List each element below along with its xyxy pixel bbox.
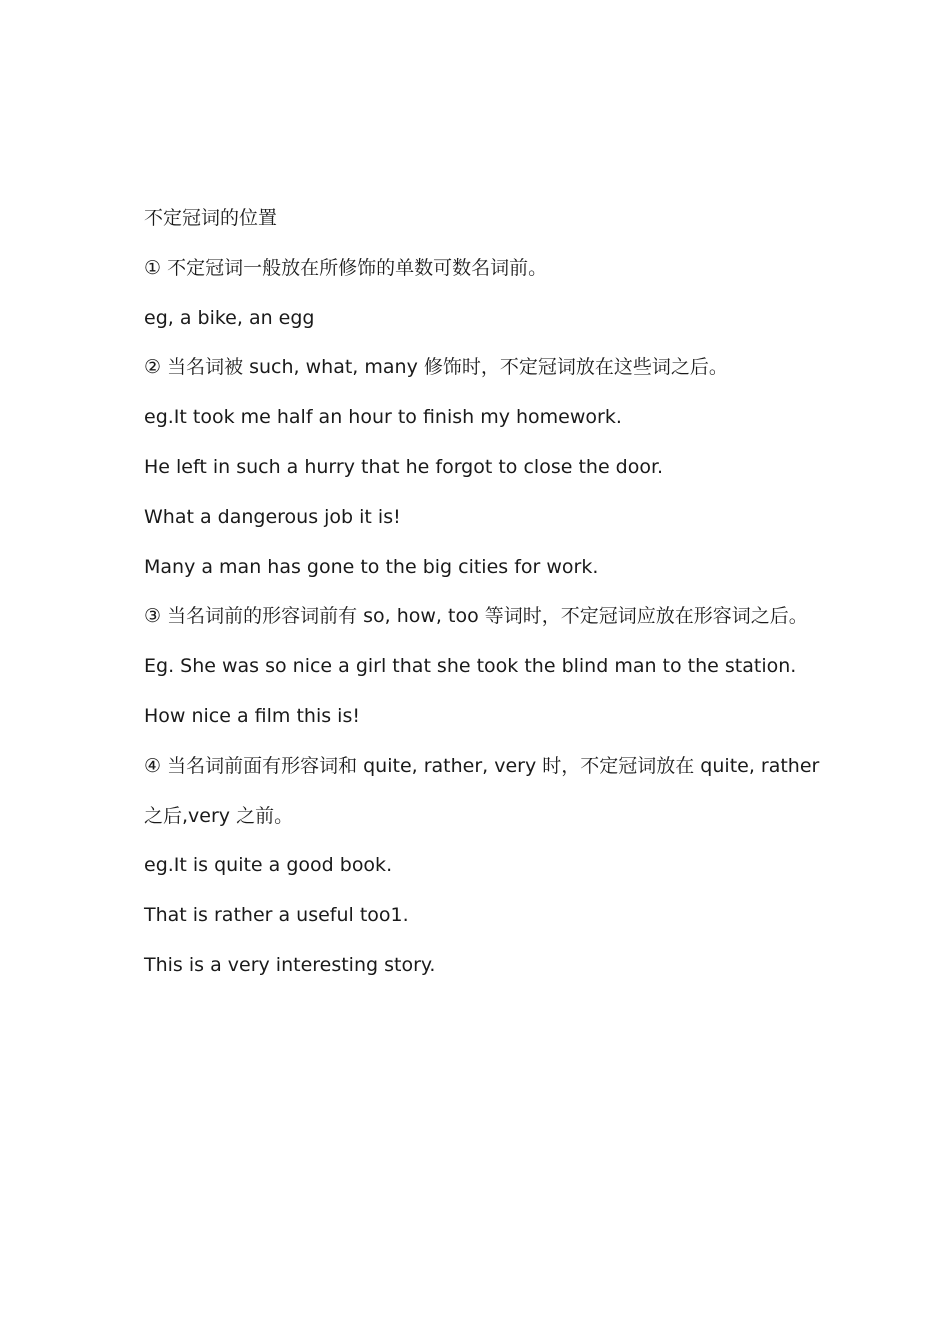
rule-4-continued: 之后,very 之前。 bbox=[144, 804, 294, 827]
example-line: eg, a bike, an egg bbox=[144, 306, 315, 329]
example-line: Many a man has gone to the big cities for work. bbox=[144, 555, 599, 578]
example-line: eg.It took me half an hour to finish my homework. bbox=[144, 406, 622, 429]
example-line: This is a very interesting story. bbox=[144, 953, 436, 976]
document-content bbox=[144, 203, 824, 1000]
example-line: That is rather a useful too1. bbox=[144, 904, 409, 927]
example-line: He left in such a hurry that he forgot to close the door. bbox=[144, 455, 664, 478]
example-line: How nice a film this is! bbox=[144, 704, 360, 727]
example-line: What a dangerous job it is! bbox=[144, 505, 401, 528]
document-title: 不定冠词的位置 bbox=[144, 207, 278, 229]
example-line: eg.It is quite a good book. bbox=[144, 854, 393, 877]
rule-2: ② 当名词被 such, what, many 修饰时，不定冠词放在这些词之后。 bbox=[144, 356, 728, 379]
example-line: Eg. She was so nice a girl that she took the blind man to the station. bbox=[144, 655, 797, 678]
rule-4: ④ 当名词前面有形容词和 quite, rather, very 时，不定冠词放在 quite, rather bbox=[144, 754, 820, 777]
rule-1: ① 不定冠词一般放在所修饰的单数可数名词前。 bbox=[144, 256, 548, 279]
rule-3: ③ 当名词前的形容词前有 so, how, too 等词时，不定冠词应放在形容词之后。 bbox=[144, 605, 808, 628]
